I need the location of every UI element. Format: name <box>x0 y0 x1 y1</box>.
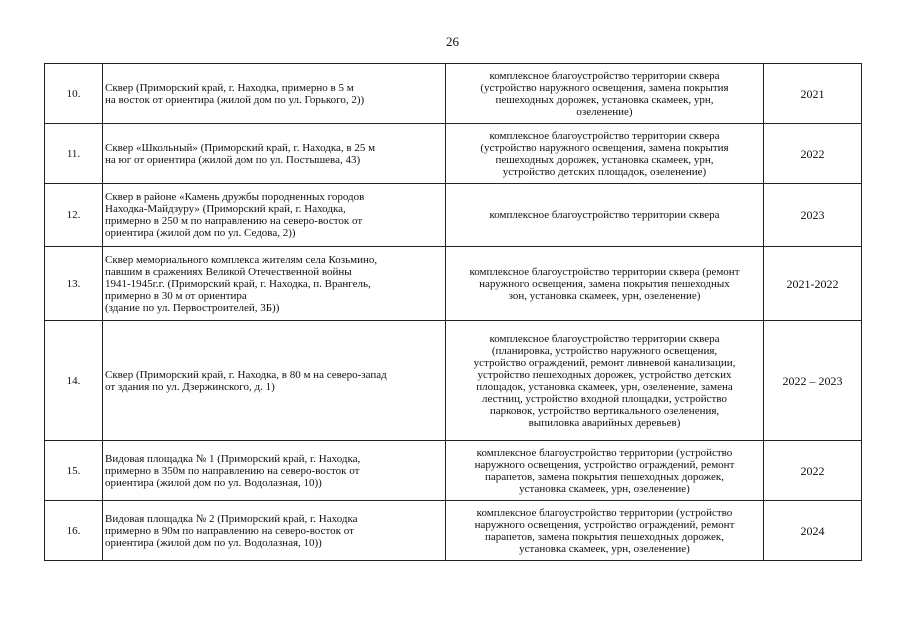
object-description: Сквер в районе «Камень дружбы породненных городов Находка-Майдзуру» (Приморский край, г. Находка, примерно в 250 м по направлению на северо-восток от ориентира (жилой дом по ул. Седова, 2)) <box>103 184 446 247</box>
implementation-year: 2024 <box>764 501 862 561</box>
implementation-year: 2022 <box>764 441 862 501</box>
table-row <box>45 247 862 321</box>
work-description: комплексное благоустройство территории (устройство наружного освещения, устройство ограждений, ремонт парапетов, замена покрытия пешеходных дорожек, установка скамеек, урн, озеленение) <box>446 441 764 501</box>
object-description: Сквер (Приморский край, г. Находка, в 80 м на северо-запад от здания по ул. Дзержинского, д. 1) <box>103 321 446 441</box>
row-number: 13. <box>45 247 103 321</box>
table-row <box>45 501 862 561</box>
table-row <box>45 441 862 501</box>
object-description: Видовая площадка № 2 (Приморский край, г. Находка примерно в 90м по направлению на северо-восток от ориентира (жилой дом по ул. Водолазная, 10)) <box>103 501 446 561</box>
improvement-table <box>44 63 862 561</box>
work-description: комплексное благоустройство территории сквера (планировка, устройство наружного освещения, устройство ограждений, ремонт ливневой канализации, устройство пешеходных дорожек, устройство детских площадок, установка скамеек, урн, озеленение, замена лестниц, устройство входной площадки, устройство парковок, устройство вертикального озеленения, выпиловка аварийных деревьев) <box>446 321 764 441</box>
row-number: 15. <box>45 441 103 501</box>
work-description: комплексное благоустройство территории сквера <box>446 184 764 247</box>
row-number: 11. <box>45 124 103 184</box>
implementation-year: 2023 <box>764 184 862 247</box>
table-row <box>45 64 862 124</box>
row-number: 12. <box>45 184 103 247</box>
work-description: комплексное благоустройство территории сквера (ремонт наружного освещения, замена покрытия пешеходных зон, установка скамеек, урн, озеленение) <box>446 247 764 321</box>
object-description: Видовая площадка № 1 (Приморский край, г. Находка, примерно в 350м по направлению на северо-восток от ориентира (жилой дом по ул. Водолазная, 10)) <box>103 441 446 501</box>
table-row <box>45 184 862 247</box>
row-number: 14. <box>45 321 103 441</box>
implementation-year: 2022 – 2023 <box>764 321 862 441</box>
object-description: Сквер «Школьный» (Приморский край, г. Находка, в 25 м на юг от ориентира (жилой дом по ул. Постышева, 43) <box>103 124 446 184</box>
page-number: 26 <box>446 34 459 49</box>
implementation-year: 2021 <box>764 64 862 124</box>
work-description: комплексное благоустройство территории (устройство наружного освещения, устройство ограждений, ремонт парапетов, замена покрытия пешеходных дорожек, установка скамеек, урн, озеленение) <box>446 501 764 561</box>
implementation-year: 2022 <box>764 124 862 184</box>
work-description: комплексное благоустройство территории сквера (устройство наружного освещения, замена покрытия пешеходных дорожек, установка скамеек, урн, озеленение) <box>446 64 764 124</box>
object-description: Сквер мемориального комплекса жителям села Козьмино, павшим в сражениях Великой Отечественной войны 1941-1945г.г. (Приморский край, г. Находка, п. Врангель, примерно в 30 м от ориентира (здание по ул. Первостроителей, 3Б)) <box>103 247 446 321</box>
row-number: 10. <box>45 64 103 124</box>
table-row <box>45 124 862 184</box>
work-description: комплексное благоустройство территории сквера (устройство наружного освещения, замена покрытия пешеходных дорожек, установка скамеек, урн, устройство детских площадок, озеленение) <box>446 124 764 184</box>
object-description: Сквер (Приморский край, г. Находка, примерно в 5 м на восток от ориентира (жилой дом по ул. Горького, 2)) <box>103 64 446 124</box>
implementation-year: 2021-2022 <box>764 247 862 321</box>
table-row <box>45 321 862 441</box>
row-number: 16. <box>45 501 103 561</box>
